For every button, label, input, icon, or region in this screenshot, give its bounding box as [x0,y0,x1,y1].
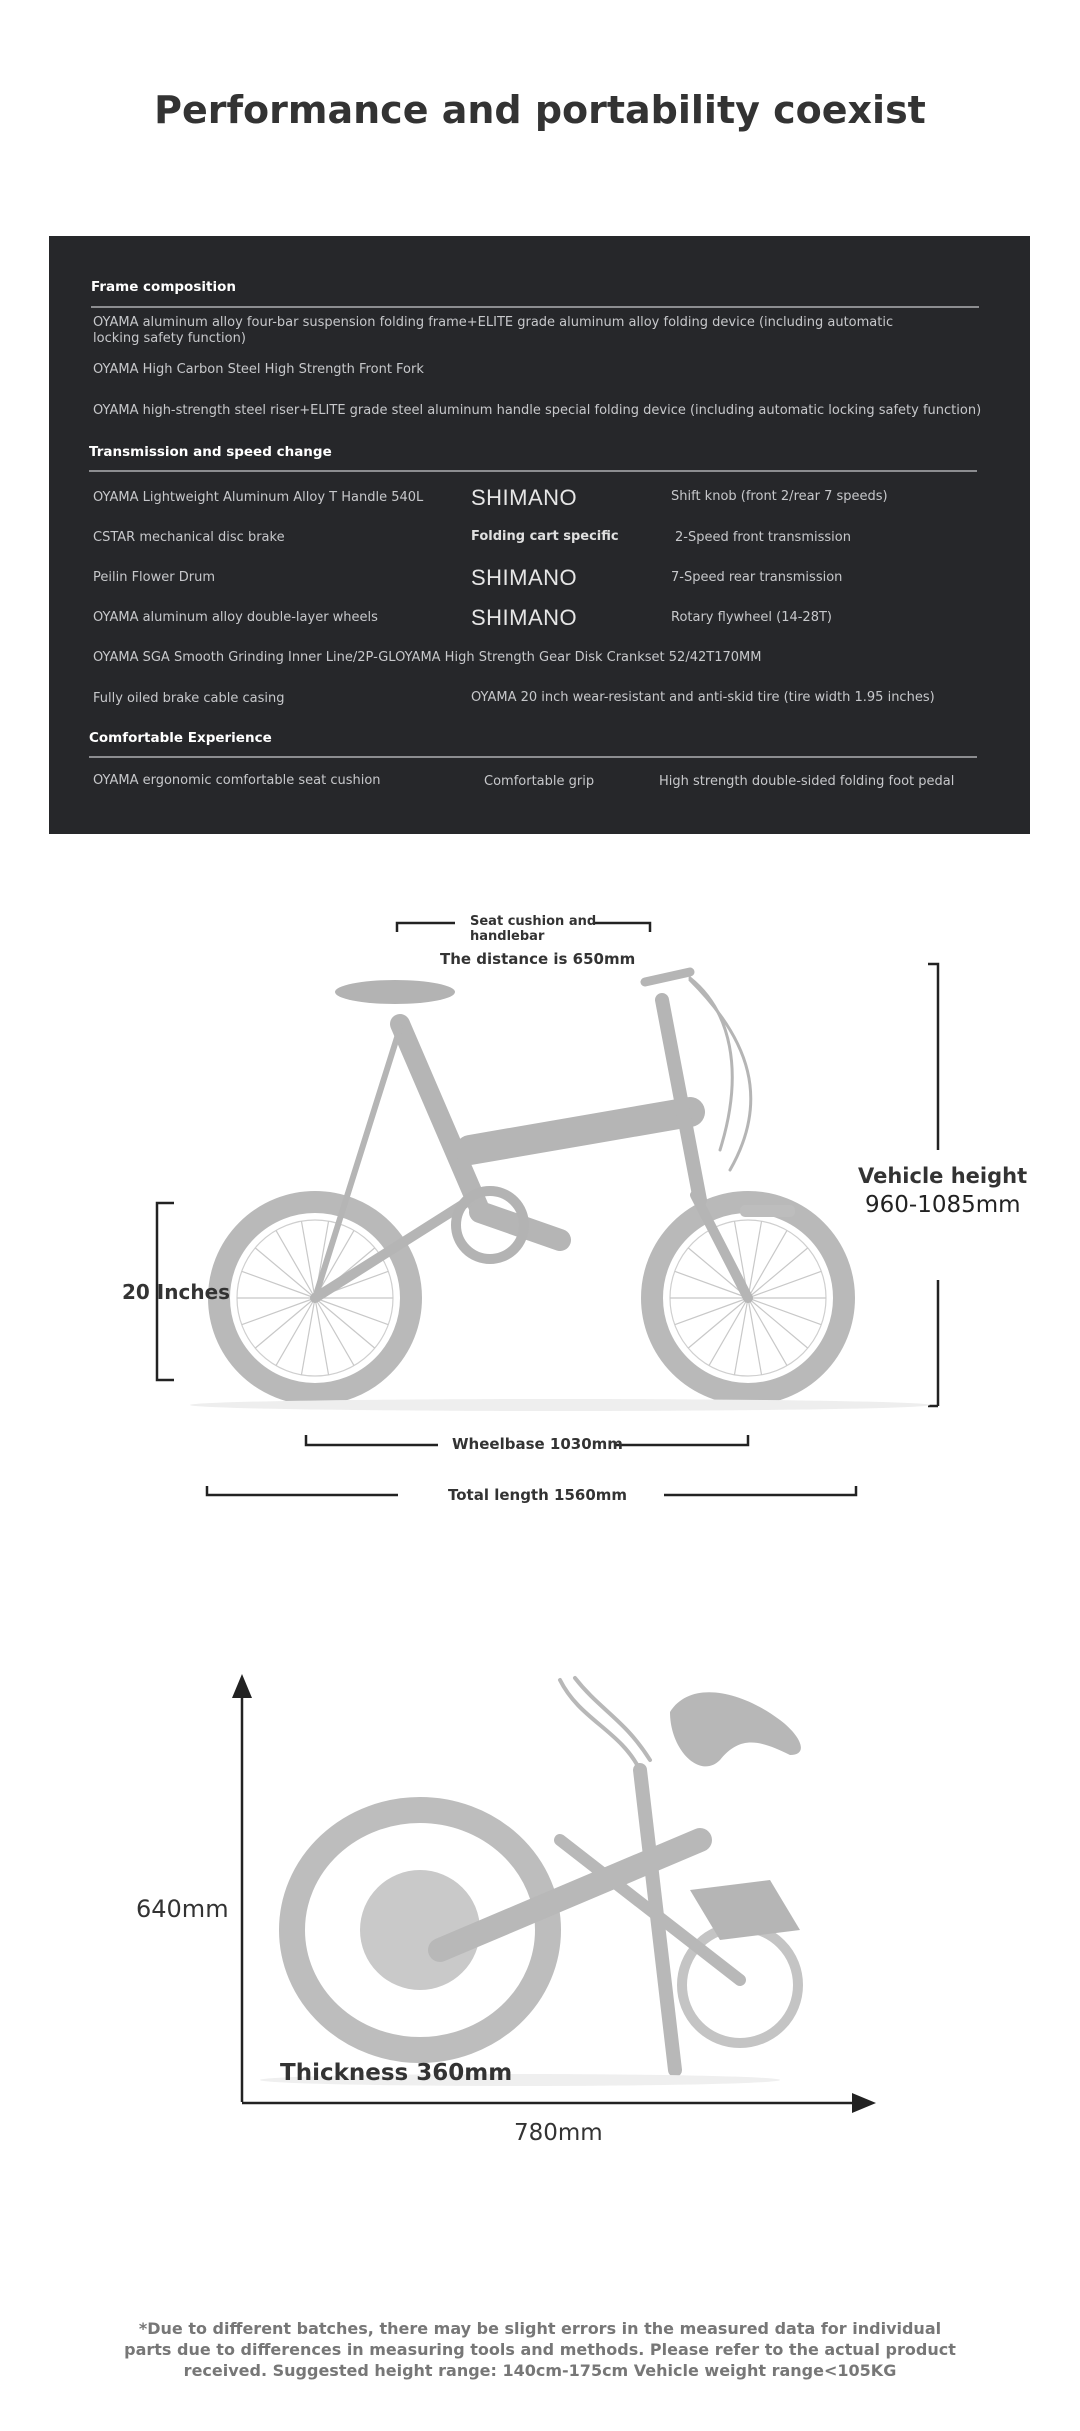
wheel-spoke [748,1298,821,1325]
spec-comfort-1: OYAMA ergonomic comfortable seat cushion [93,773,381,788]
spec-trans-6b: OYAMA 20 inch wear-resistant and anti-skid tire (tire width 1.95 inches) [471,690,935,705]
wheelbase-label: Wheelbase 1030mm [452,1435,623,1453]
spec-trans-3a: Peilin Flower Drum [93,570,215,585]
wheel-spoke [688,1298,748,1348]
spec-trans-2c: 2-Speed front transmission [675,530,851,545]
vehicle-height-value: 960-1085mm [865,1192,1021,1218]
wheel-spoke [315,1298,388,1325]
spec-trans-4c: Rotary flywheel (14-28T) [671,610,832,625]
shimano-brand-3: SHIMANO [471,605,578,630]
spec-trans-6a: Fully oiled brake cable casing [93,691,285,706]
wheel-spoke [255,1298,315,1348]
wheel-spoke [675,1298,748,1325]
shimano-brand-2: SHIMANO [471,565,578,590]
divider [89,470,977,472]
spec-trans-2a: CSTAR mechanical disc brake [93,530,285,545]
spec-comfort-3: High strength double-sided folding foot pedal [659,774,955,789]
spec-trans-4a: OYAMA aluminum alloy double-layer wheels [93,610,378,625]
spec-trans-1c: Shift knob (front 2/rear 7 speeds) [671,489,888,504]
comfort-heading: Comfortable Experience [89,730,272,746]
total-length-label: Total length 1560mm [448,1486,628,1504]
wheel-spoke [748,1271,821,1298]
wheel-size-label: 20 Inches [122,1280,231,1304]
wheel-spoke [315,1298,375,1348]
spec-trans-3c: 7-Speed rear transmission [671,570,843,585]
frame-heading: Frame composition [91,279,236,295]
wheel-spoke [242,1298,315,1325]
spec-frame-3: OYAMA high-strength steel riser+ELITE grade steel aluminum handle special folding device (including automatic locking safety function) [93,403,982,418]
vehicle-height-label: Vehicle height [858,1164,1028,1188]
seat-distance-value: The distance is 650mm [440,950,636,968]
folded-thickness-label: Thickness 360mm [280,2060,513,2086]
spec-trans-2b: Folding cart specific [471,529,619,544]
seat-distance-label-1: Seat cushion and [470,914,597,929]
wheel-spoke [242,1271,315,1298]
divider [89,756,977,758]
spec-frame-1: OYAMA aluminum alloy four-bar suspension folding frame+ELITE grade aluminum alloy folding device (including automatic locking safety function) [93,315,894,346]
wheel-spoke [748,1298,808,1348]
wheel-spoke [255,1248,315,1298]
divider [91,306,979,308]
folded-length-label: 780mm [514,2120,603,2146]
page-title: Performance and portability coexist [154,88,926,132]
bike-dimension-diagram [0,900,1080,1540]
folded-height-label: 640mm [136,1895,229,1923]
transmission-heading: Transmission and speed change [89,444,332,460]
wheel-spoke [748,1248,808,1298]
folded-dimension-diagram [0,1640,1080,2220]
spec-frame-2: OYAMA High Carbon Steel High Strength Front Fork [93,362,424,377]
spec-panel [49,236,1030,834]
shimano-brand-1: SHIMANO [471,485,578,510]
seat-distance-label-2: handlebar [470,929,545,944]
spec-trans-1a: OYAMA Lightweight Aluminum Alloy T Handle 540L [93,490,424,505]
spec-comfort-2: Comfortable grip [484,774,595,789]
spec-trans-5: OYAMA SGA Smooth Grinding Inner Line/2P-GLOYAMA High Strength Gear Disk Crankset 52/42T170MM [93,650,762,665]
disclaimer-note: *Due to different batches, there may be slight errors in the measured data for individual parts due to differences in measuring tools and methods. Please refer to the actual product received. Suggested height range: 140cm-175cm Vehicle weight range<105KG [124,2319,956,2380]
